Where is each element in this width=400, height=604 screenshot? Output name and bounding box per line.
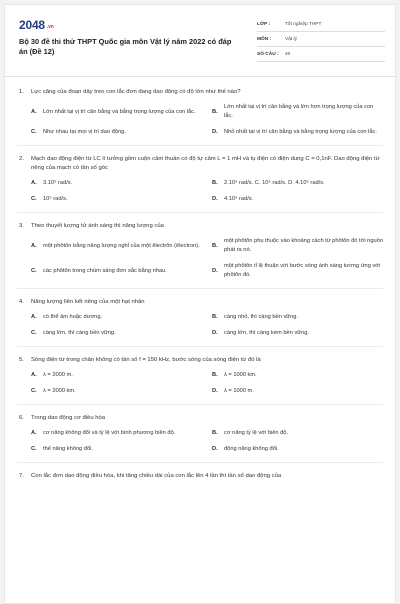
question-stem xyxy=(17,356,383,365)
answer-options xyxy=(17,237,383,280)
question-text: Sóng điện từ trong chân không có tần số f = 150 kHz, bước sóng của sóng điện từ đó là xyxy=(31,357,261,363)
answer-option[interactable] xyxy=(31,429,202,438)
option-text: λ = 1000 m. xyxy=(224,388,254,394)
answer-option[interactable] xyxy=(31,262,202,280)
option-letter: D. xyxy=(212,129,218,135)
answer-option[interactable] xyxy=(212,445,383,454)
meta-key: LỚP : xyxy=(257,21,271,27)
question-stem xyxy=(17,298,383,307)
meta-value: Tốt nghiệp THPT xyxy=(285,21,322,27)
option-letter: B. xyxy=(212,108,218,115)
option-text: động năng không đổi. xyxy=(224,446,279,452)
question-number: 4. xyxy=(19,299,24,305)
option-text: Lớn nhất tại vị trí cân bằng và lớn hơn trọng lượng của con lắc. xyxy=(224,104,374,119)
answer-option[interactable] xyxy=(212,179,383,188)
question-text: Con lắc đơn dao động điều hòa, khi tăng chiều dài của con lắc lên 4 lần thì tần số dao động của xyxy=(31,473,282,479)
question-item xyxy=(17,289,383,347)
answer-option[interactable] xyxy=(212,195,383,204)
question-item xyxy=(17,463,383,489)
document-header xyxy=(19,15,381,75)
option-letter: D. xyxy=(212,388,218,394)
question-text: Mạch dao động điện từ LC lí tưởng gồm cuộn cảm thuần có độ tự cảm L = 1 mH và tụ điện có điện dung C = 0,1nF. Dao động điện từ riêng của mạch có tần số góc xyxy=(31,156,380,171)
header-divider xyxy=(5,76,395,77)
option-text: 10⁵ rad/s. xyxy=(43,196,68,202)
option-letter: D. xyxy=(212,196,218,202)
option-letter: D. xyxy=(212,267,218,274)
option-text: một phôtôn phụ thuộc vào khoảng cách từ phôtôn đó tới nguồn phát ra nó. xyxy=(224,238,384,253)
meta-key: MÔN : xyxy=(257,36,272,42)
question-text: Lực căng của đoạn dây treo con lắc đơn đang dao động có độ lớn như thế nào? xyxy=(31,89,241,95)
logo-suffix: .vn xyxy=(46,24,54,30)
answer-option[interactable] xyxy=(31,179,202,188)
answer-options xyxy=(17,429,383,454)
question-stem xyxy=(17,414,383,423)
option-letter: B. xyxy=(212,372,218,378)
meta-row-class xyxy=(257,17,385,32)
answer-option[interactable] xyxy=(212,313,383,322)
option-text: càng lớn, thì càng kém bền vững. xyxy=(224,330,309,336)
question-number: 5. xyxy=(19,357,24,363)
question-item xyxy=(17,347,383,405)
answer-option[interactable] xyxy=(31,237,202,255)
option-letter: A. xyxy=(31,242,37,249)
option-letter: A. xyxy=(31,372,37,378)
question-text: Theo thuyết lượng tử ánh sáng thì năng lượng của xyxy=(31,223,164,229)
meta-value: 40 xyxy=(285,51,291,57)
question-stem xyxy=(17,155,383,173)
answer-options xyxy=(17,179,383,204)
answer-option[interactable] xyxy=(212,128,383,137)
option-text: càng nhỏ, thì càng bền vững. xyxy=(224,314,299,320)
option-text: 2.10⁵ rad/s. C. 10⁵ rad/s. D. 4.10⁵ rad/s. xyxy=(224,180,325,186)
answer-options xyxy=(17,313,383,338)
option-letter: C. xyxy=(31,446,37,452)
answer-option[interactable] xyxy=(212,103,383,121)
meta-key: SỐ CÂU : xyxy=(257,51,279,57)
meta-row-count xyxy=(257,47,385,62)
answer-option[interactable] xyxy=(31,103,202,121)
answer-option[interactable] xyxy=(31,128,202,137)
option-text: một phôtôn tỉ lệ thuận với bước sóng ánh sáng tương ứng với phôtôn đó. xyxy=(224,263,381,278)
option-letter: A. xyxy=(31,314,37,320)
question-stem xyxy=(17,222,383,231)
option-letter: B. xyxy=(212,314,218,320)
question-list xyxy=(17,79,383,489)
question-text: Trong dao động cơ điều hòa xyxy=(31,415,106,421)
document-title: Bộ 30 đề thi thử THPT Quốc gia môn Vật lý năm 2022 có đáp án (Đề 12) xyxy=(19,37,232,56)
answer-options xyxy=(17,371,383,396)
site-logo[interactable] xyxy=(19,18,54,32)
answer-option[interactable] xyxy=(31,329,202,338)
question-number: 2. xyxy=(19,156,24,162)
question-number: 3. xyxy=(19,223,24,229)
option-letter: B. xyxy=(212,430,218,436)
question-number: 6. xyxy=(19,415,24,421)
question-stem xyxy=(17,88,383,97)
option-text: λ = 1000 km. xyxy=(224,372,257,378)
option-text: một phôtôn bằng năng lượng nghỉ của một êlectrôn (êlectron). xyxy=(43,242,200,249)
option-text: 4.10⁵ rad/s. xyxy=(224,196,254,202)
meta-value: Vật lý xyxy=(285,36,297,42)
question-item xyxy=(17,79,383,146)
option-letter: D. xyxy=(212,446,218,452)
option-text: Nhỏ nhất tại vị trí cân bằng và bằng trọng lượng của con lắc. xyxy=(224,129,377,135)
option-letter: B. xyxy=(212,180,218,186)
option-text: λ = 2000 m. xyxy=(43,372,73,378)
option-text: λ = 2000 km. xyxy=(43,388,76,394)
answer-option[interactable] xyxy=(212,387,383,396)
answer-option[interactable] xyxy=(212,329,383,338)
question-stem xyxy=(17,472,383,481)
answer-option[interactable] xyxy=(31,387,202,396)
option-text: 3.10⁵ rad/s. xyxy=(43,180,73,186)
answer-option[interactable] xyxy=(31,371,202,380)
option-text: Như nhau tại mọi vị trí dao động. xyxy=(43,129,126,135)
option-text: cơ năng tỷ lệ với biên độ. xyxy=(224,430,289,436)
answer-option[interactable] xyxy=(212,262,383,280)
answer-option[interactable] xyxy=(212,371,383,380)
question-text: Năng lượng liên kết riêng của một hạt nhân xyxy=(31,299,145,305)
answer-option[interactable] xyxy=(31,445,202,454)
option-letter: C. xyxy=(31,388,37,394)
answer-option[interactable] xyxy=(31,313,202,322)
option-letter: C. xyxy=(31,196,37,202)
option-text: Lớn nhất tại vị trí cân bằng và bằng trọng lượng của con lắc. xyxy=(43,108,196,115)
answer-option[interactable] xyxy=(212,429,383,438)
option-letter: C. xyxy=(31,330,37,336)
answer-option[interactable] xyxy=(212,237,383,255)
option-text: thế năng không đổi. xyxy=(43,446,93,452)
option-letter: C. xyxy=(31,267,37,274)
document-meta xyxy=(257,17,385,62)
answer-option[interactable] xyxy=(31,195,202,204)
document-page xyxy=(4,4,396,604)
option-letter: B. xyxy=(212,242,218,249)
option-text: có thể âm hoặc dương. xyxy=(43,314,103,320)
question-number: 7. xyxy=(19,473,24,479)
option-letter: A. xyxy=(31,108,37,115)
option-text: càng lớn, thì càng bền vững. xyxy=(43,330,116,336)
answer-options xyxy=(17,103,383,137)
question-number: 1. xyxy=(19,89,24,95)
option-letter: A. xyxy=(31,430,37,436)
option-letter: C. xyxy=(31,129,37,135)
option-text: các phôtôn trong chùm sáng đơn sắc bằng nhau. xyxy=(43,267,167,274)
option-text: cơ năng không đổi và tỷ lệ với bình phương biên độ. xyxy=(43,430,176,436)
option-letter: D. xyxy=(212,330,218,336)
meta-row-subject xyxy=(257,32,385,47)
question-item xyxy=(17,405,383,463)
logo-main: 2048 xyxy=(19,18,45,32)
option-letter: A. xyxy=(31,180,37,186)
question-item xyxy=(17,146,383,213)
question-item xyxy=(17,213,383,289)
